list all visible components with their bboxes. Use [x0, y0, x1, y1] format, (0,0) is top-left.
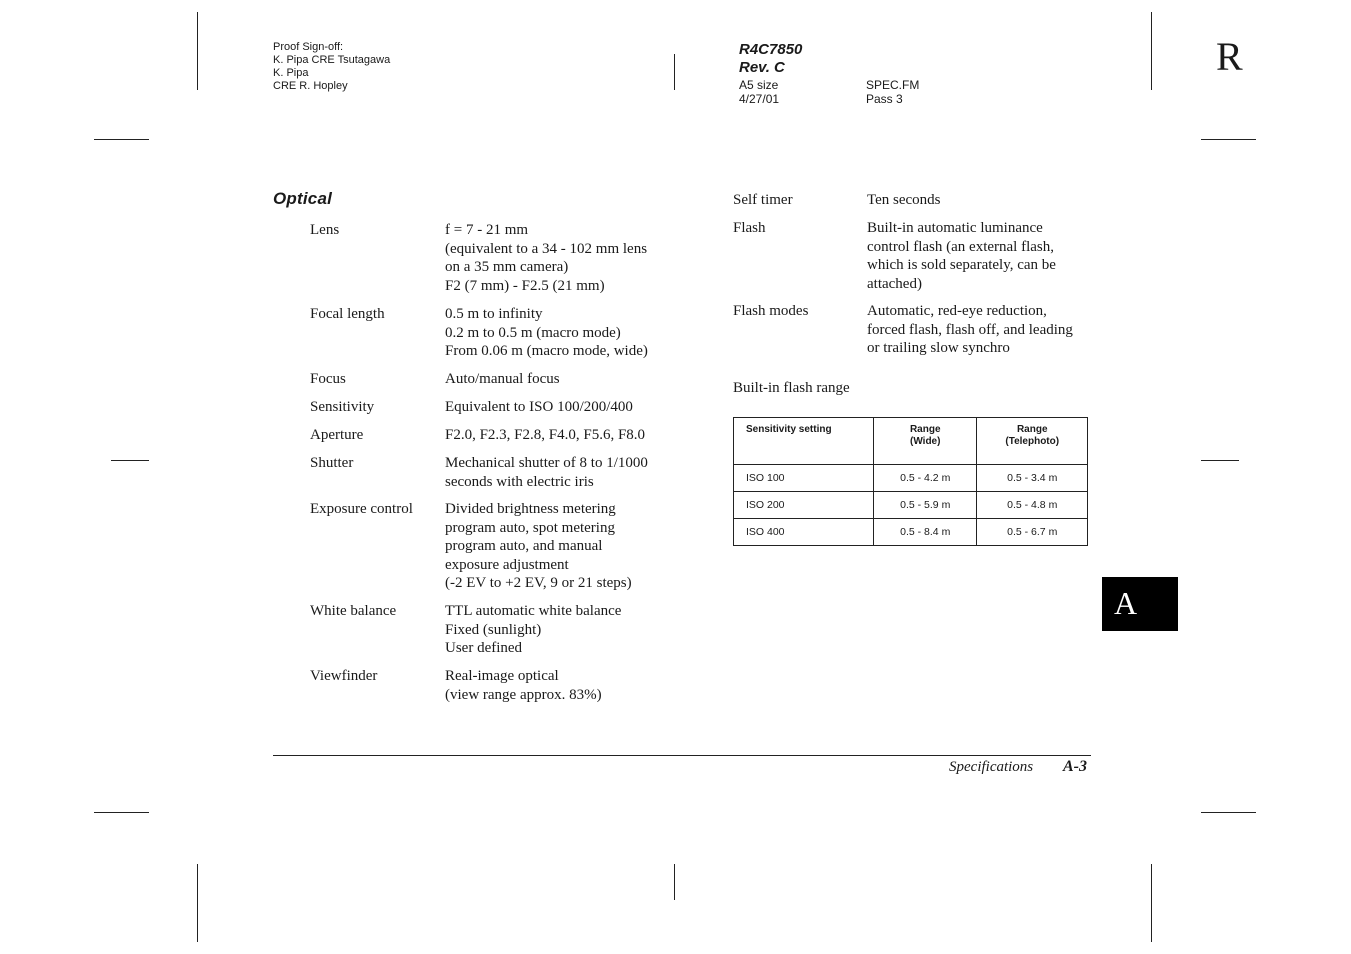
spec-value	[445, 426, 645, 445]
proof-signoff	[273, 41, 390, 93]
spec-value	[445, 370, 560, 389]
table-row	[734, 519, 1088, 546]
spec-value-line: 0.2 m to 0.5 m (macro mode)	[445, 324, 621, 341]
spec-value-line: Ten seconds	[867, 192, 941, 208]
doc-meta-left	[739, 78, 779, 106]
spec-label: Exposure control	[310, 501, 413, 517]
spec-value	[445, 398, 633, 417]
crop-mark	[1201, 139, 1256, 140]
doc-code: R4C7850	[739, 41, 803, 58]
spec-value	[445, 305, 648, 361]
flash-range-table	[733, 417, 1088, 546]
spec-value-line: control flash (an external flash,	[867, 238, 1055, 255]
spec-label: Lens	[310, 222, 340, 238]
spec-value-line: program auto, spot metering	[445, 519, 615, 536]
header-text: Range (Wide)	[909, 424, 941, 447]
thumb-tab	[1102, 577, 1178, 631]
crop-mark	[674, 54, 675, 90]
crop-mark	[674, 864, 675, 900]
doc-meta-right	[866, 78, 919, 106]
spec-value-line: Built-in automatic luminance	[867, 220, 1043, 236]
flash-range-caption: Built-in flash range	[733, 380, 850, 396]
spec-value-line: Real-image optical	[445, 668, 559, 684]
section-title: Optical	[273, 189, 333, 208]
crop-mark	[1151, 12, 1152, 90]
spec-label: Focus	[310, 371, 346, 387]
spec-value-line: forced flash, flash off, and leading	[867, 321, 1073, 338]
spec-value-line: (view range approx. 83%)	[445, 686, 602, 703]
crop-mark	[94, 812, 149, 813]
spec-value-line: 0.5 m to infinity	[445, 306, 543, 322]
spec-value	[445, 454, 648, 491]
spec-value	[867, 219, 1056, 293]
spec-value-line: which is sold separately, can be	[867, 257, 1056, 273]
footer-page-number: A-3	[1063, 758, 1087, 775]
spec-value-line: Divided brightness metering	[445, 501, 616, 517]
table-row	[734, 465, 1088, 492]
table-cell: 0.5 - 4.8 m	[977, 492, 1088, 519]
spec-label: Viewfinder	[310, 668, 378, 684]
spec-value-line: attached)	[867, 275, 922, 292]
doc-date: 4/27/01	[739, 92, 780, 106]
spec-value-line: Mechanical shutter of 8 to 1/1000	[445, 455, 648, 471]
spec-value	[445, 602, 621, 658]
pass-number: Pass 3	[866, 92, 903, 106]
proof-line: CRE R. Hopley	[273, 80, 348, 92]
table-cell: 0.5 - 3.4 m	[977, 465, 1088, 492]
table-header-row	[734, 418, 1088, 465]
proof-line: K. Pipa	[273, 67, 309, 79]
spec-label: White balance	[310, 603, 397, 619]
spec-value	[867, 302, 1073, 358]
spec-label: Flash modes	[733, 303, 809, 319]
spec-value-line: F2.0, F2.3, F2.8, F4.0, F5.6, F8.0	[445, 427, 646, 443]
spec-value-line: Automatic, red-eye reduction,	[867, 303, 1047, 319]
spec-value-line: program auto, and manual	[445, 538, 603, 554]
proof-line: Proof Sign-off:	[273, 41, 344, 53]
table-cell: ISO 200	[734, 492, 874, 519]
table-cell: 0.5 - 6.7 m	[977, 519, 1088, 546]
spec-label: Focal length	[310, 306, 385, 322]
crop-mark	[1201, 812, 1256, 813]
crop-mark	[1151, 864, 1152, 942]
thumb-tab-letter: A	[1114, 585, 1138, 621]
spec-value-line: TTL automatic white balance	[445, 603, 622, 619]
table-cell: 0.5 - 8.4 m	[874, 519, 977, 546]
table-cell: 0.5 - 4.2 m	[874, 465, 977, 492]
spec-label: Self timer	[733, 192, 793, 208]
crop-mark	[197, 12, 198, 90]
spec-value	[445, 500, 632, 593]
spec-value-line: Fixed (sunlight)	[445, 621, 542, 638]
spec-label: Shutter	[310, 455, 354, 471]
paper-size: A5 size	[739, 78, 779, 92]
footer-rule	[273, 755, 1091, 756]
spec-value-line: on a 35 mm camera)	[445, 259, 569, 275]
spec-value-line: or trailing slow synchro	[867, 340, 1010, 356]
header-text: Range (Telephoto)	[1005, 424, 1060, 447]
crop-mark	[197, 864, 198, 942]
crop-mark	[1201, 460, 1239, 461]
spec-value	[445, 221, 647, 295]
spec-value-line: exposure adjustment	[445, 556, 569, 573]
revision: Rev. C	[739, 59, 785, 76]
table-cell: 0.5 - 5.9 m	[874, 492, 977, 519]
proof-line: K. Pipa CRE Tsutagawa	[273, 54, 391, 66]
spec-value-line: User defined	[445, 640, 523, 656]
file-name: SPEC.FM	[866, 78, 920, 92]
table-header-cell	[874, 418, 977, 465]
spec-label: Aperture	[310, 427, 364, 443]
table-cell: ISO 400	[734, 519, 874, 546]
spec-value-line: From 0.06 m (macro mode, wide)	[445, 343, 648, 359]
table-row	[734, 492, 1088, 519]
crop-mark	[111, 460, 149, 461]
spec-value-line: (-2 EV to +2 EV, 9 or 21 steps)	[445, 575, 632, 591]
table-header-cell	[977, 418, 1088, 465]
spec-value	[445, 667, 602, 704]
footer-section-name: Specifications	[949, 759, 1034, 775]
spec-value-line: seconds with electric iris	[445, 473, 594, 490]
spec-value	[867, 191, 941, 210]
spec-label: Sensitivity	[310, 399, 375, 415]
spec-value-line: (equivalent to a 34 - 102 mm lens	[445, 240, 648, 257]
corner-letter: R	[1216, 34, 1243, 79]
crop-mark	[94, 139, 149, 140]
spec-value-line: Auto/manual focus	[445, 371, 560, 387]
doc-code-block	[739, 41, 802, 77]
table-cell: ISO 100	[734, 465, 874, 492]
header-text: Sensitivity setting	[746, 424, 832, 435]
table-header-cell	[734, 418, 874, 465]
spec-label: Flash	[733, 220, 766, 236]
spec-value-line: Equivalent to ISO 100/200/400	[445, 399, 633, 415]
spec-value-line: f = 7 - 21 mm	[445, 222, 529, 238]
spec-value-line: F2 (7 mm) - F2.5 (21 mm)	[445, 277, 605, 294]
